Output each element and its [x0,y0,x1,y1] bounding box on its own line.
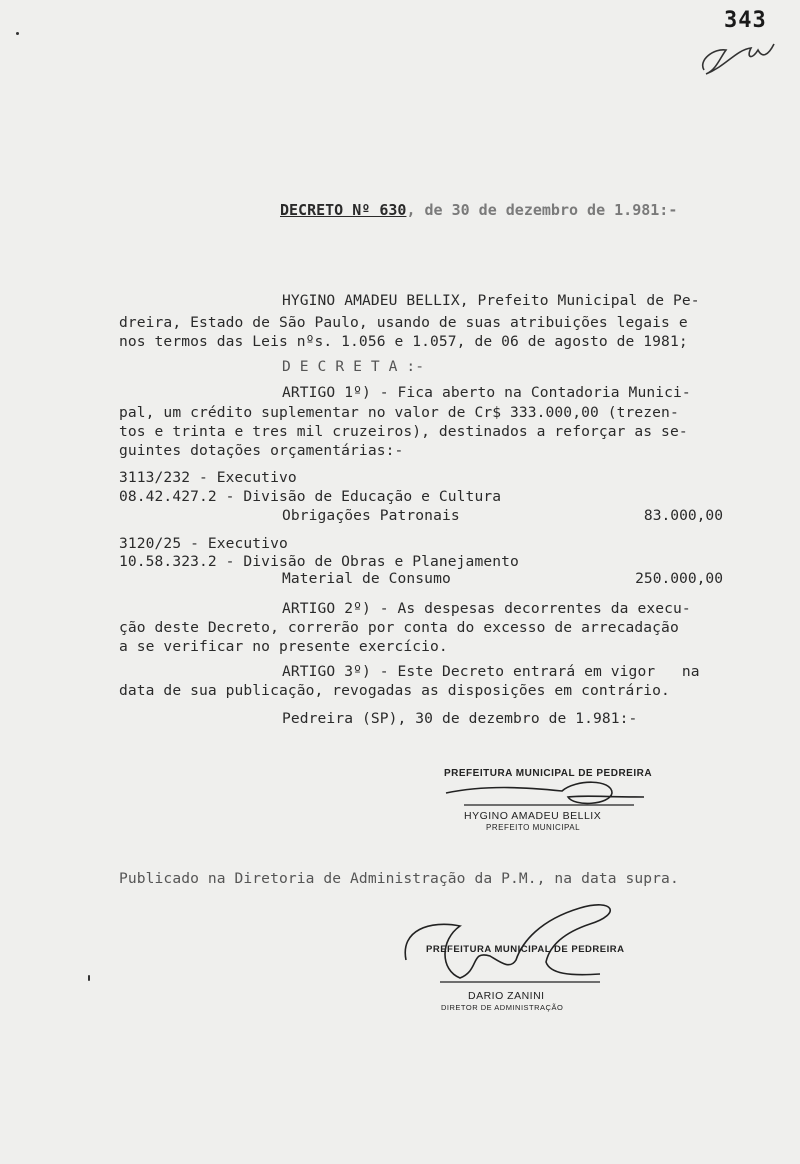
mayor-stamp-org: PREFEITURA MUNICIPAL DE PEDREIRA [444,768,653,779]
dotacao-code: 3113/232 - Executivo [119,469,297,486]
page-number: 343 [724,8,767,33]
dotacao-code: 3120/25 - Executivo [119,535,288,552]
page-initials-signature [696,30,786,80]
mayor-stamp-name: HYGINO AMADEU BELLIX [464,810,602,822]
dotacao-unit: 10.58.323.2 - Divisão de Obras e Planejamento [119,553,519,570]
director-stamp-name: DARIO ZANINI [468,990,545,1002]
decree-number: DECRETO Nº 630 [280,201,407,219]
dotacao-item: Material de Consumo [282,570,451,587]
director-stamp-org: PREFEITURA MUNICIPAL DE PEDREIRA [426,944,625,955]
preamble-line: nos termos das Leis nºs. 1.056 e 1.057, de 06 de agosto de 1981; [119,333,688,350]
scan-speck [16,32,19,35]
artigo1-line: pal, um crédito suplementar no valor de Cr$ 333.000,00 (trezen- [119,404,679,421]
artigo2-line: a se verificar no presente exercício. [119,638,448,655]
preamble-line: HYGINO AMADEU BELLIX, Prefeito Municipal de Pe- [282,292,700,309]
artigo1-line: ARTIGO 1º) - Fica aberto na Contadoria Munici- [282,384,691,401]
artigo3-line: data de sua publicação, revogadas as disposições em contrário. [119,682,670,699]
director-stamp-role: DIRETOR DE ADMINISTRAÇÃO [441,1003,564,1012]
artigo2-line: ção deste Decreto, correrão por conta do excesso de arrecadação [119,619,679,636]
preamble-line: dreira, Estado de São Paulo, usando de suas atribuições legais e [119,314,688,331]
artigo2-line: ARTIGO 2º) - As despesas decorrentes da execu- [282,600,691,617]
publication-note: Publicado na Diretoria de Administração da P.M., na data supra. [119,870,679,887]
mayor-signature [444,775,644,815]
closing-date: Pedreira (SP), 30 de dezembro de 1.981:- [282,710,638,727]
artigo1-line: guintes dotações orçamentárias:- [119,442,404,459]
decree-date: , de 30 de dezembro de 1.981:- [406,201,678,219]
artigo3-line: ARTIGO 3º) - Este Decreto entrará em vigor na [282,663,700,680]
mayor-stamp-role: PREFEITO MUNICIPAL [486,823,581,832]
dotacao-item: Obrigações Patronais [282,507,460,524]
scan-speck [88,975,90,981]
decreta-heading: D E C R E T A :- [282,358,425,375]
dotacao-unit: 08.42.427.2 - Divisão de Educação e Cultura [119,488,502,505]
decree-title [280,201,677,219]
dotacao-amount: 250.000,00 [635,570,723,587]
artigo1-line: tos e trinta e tres mil cruzeiros), destinados a reforçar as se- [119,423,688,440]
dotacao-amount: 83.000,00 [643,507,723,524]
